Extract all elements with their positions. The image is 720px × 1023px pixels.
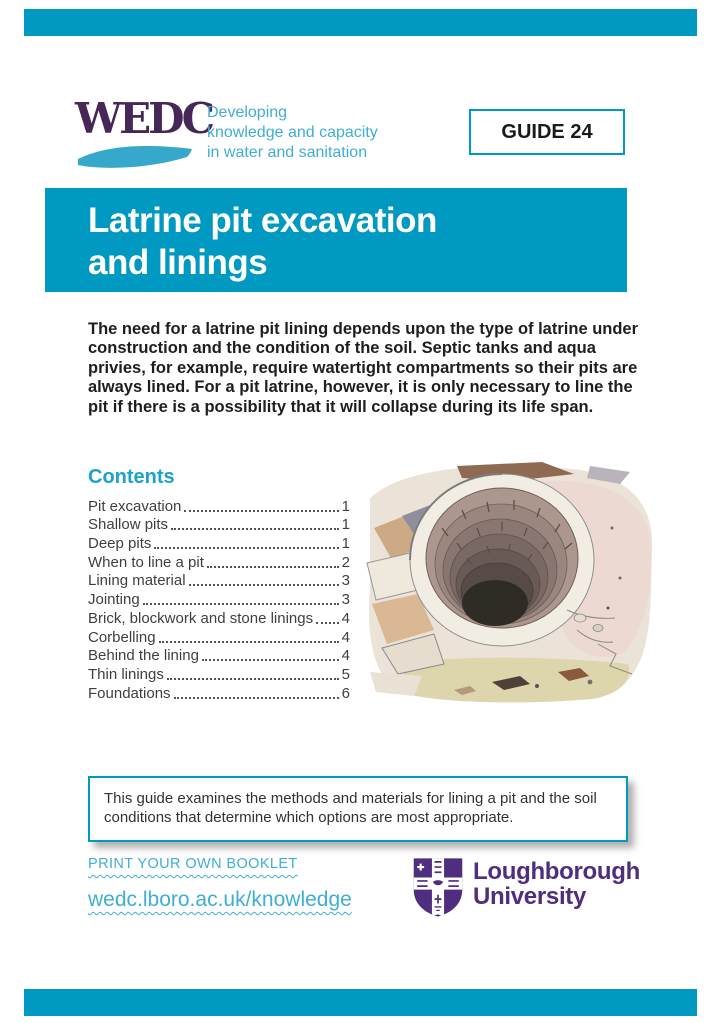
toc-item[interactable] (88, 533, 350, 552)
toc-leader-dots (202, 659, 339, 661)
university-name-line1: Loughborough (473, 858, 641, 885)
toc-leader-dots (184, 510, 338, 512)
page-title-line2: and linings (88, 243, 268, 282)
tagline-line: Developing (207, 104, 288, 121)
top-accent-bar (24, 9, 697, 36)
toc-page-number: 6 (341, 684, 350, 702)
toc-item-label: Deep pits (88, 535, 152, 553)
bottom-accent-bar (24, 989, 697, 1016)
toc-leader-dots (143, 603, 339, 605)
toc-leader-dots (159, 641, 339, 643)
university-name (473, 859, 640, 909)
toc-leader-dots (316, 622, 339, 624)
toc-item-label: Shallow pits (88, 516, 169, 534)
wedc-wave-icon (76, 143, 194, 169)
toc-item[interactable] (88, 627, 350, 646)
summary-note-text: This guide examines the methods and materials for lining a pit and the soil conditions that determine which options are most appropriate. (104, 790, 597, 826)
table-of-contents (88, 496, 350, 702)
toc-item-label: Behind the lining (88, 647, 199, 665)
toc-item[interactable] (88, 683, 350, 702)
toc-item-label: Corbelling (88, 628, 156, 646)
toc-page-number: 2 (341, 553, 350, 571)
toc-item[interactable] (88, 589, 350, 608)
toc-page-number: 5 (341, 665, 350, 683)
toc-page-number: 4 (341, 628, 350, 646)
toc-item-label: Thin linings (88, 665, 164, 683)
tagline-line: knowledge and capacity (207, 124, 378, 141)
wedc-tagline (207, 103, 378, 163)
toc-item[interactable] (88, 496, 350, 515)
toc-leader-dots (189, 584, 339, 586)
toc-item[interactable] (88, 571, 350, 590)
title-banner (45, 188, 627, 292)
loughborough-shield-icon (412, 856, 464, 918)
toc-page-number: 4 (341, 647, 350, 665)
wedc-logo (75, 94, 213, 168)
toc-item[interactable] (88, 608, 350, 627)
toc-page-number: 3 (341, 591, 350, 609)
toc-page-number: 4 (341, 609, 350, 627)
wedc-knowledge-url-link[interactable]: wedc.lboro.ac.uk/knowledge (88, 888, 352, 911)
toc-page-number: 1 (341, 535, 350, 553)
guide-number-badge: GUIDE 24 (469, 109, 625, 155)
toc-leader-dots (174, 697, 339, 699)
tagline-line: in water and sanitation (207, 144, 368, 161)
toc-item-label: Brick, blockwork and stone linings (88, 609, 314, 627)
toc-item[interactable] (88, 664, 350, 683)
toc-leader-dots (154, 547, 338, 549)
toc-item[interactable] (88, 552, 350, 571)
toc-item-label: Foundations (88, 684, 171, 702)
toc-item[interactable] (88, 515, 350, 534)
toc-item-label: Pit excavation (88, 497, 182, 515)
toc-page-number: 3 (341, 572, 350, 590)
page-title-line1: Latrine pit excavation (88, 201, 437, 240)
contents-heading: Contents (88, 466, 175, 488)
toc-item-label: When to line a pit (88, 553, 204, 571)
university-name-line2: University (473, 883, 587, 910)
toc-page-number: 1 (341, 497, 350, 515)
loughborough-university-logo (412, 856, 640, 918)
toc-item-label: Lining material (88, 572, 186, 590)
toc-item-label: Jointing (88, 591, 140, 609)
toc-leader-dots (171, 528, 339, 530)
print-booklet-link[interactable]: PRINT YOUR OWN BOOKLET (88, 856, 298, 872)
wedc-logotype: WEDC (75, 94, 213, 143)
toc-leader-dots (207, 566, 339, 568)
toc-item[interactable] (88, 646, 350, 665)
toc-page-number: 1 (341, 516, 350, 534)
toc-leader-dots (167, 678, 339, 680)
pit-excavation-illustration (362, 458, 662, 708)
intro-paragraph: The need for a latrine pit lining depends upon the type of latrine under construction and the condition of the soil. Septic tanks and aqua privies, for example, require watertight compartments so their pits are always lined. For a pit latrine, however, it is only necessary to line the pit if there is a possibility that it will collapse during its life span. (88, 319, 639, 416)
summary-note-box (88, 776, 628, 842)
